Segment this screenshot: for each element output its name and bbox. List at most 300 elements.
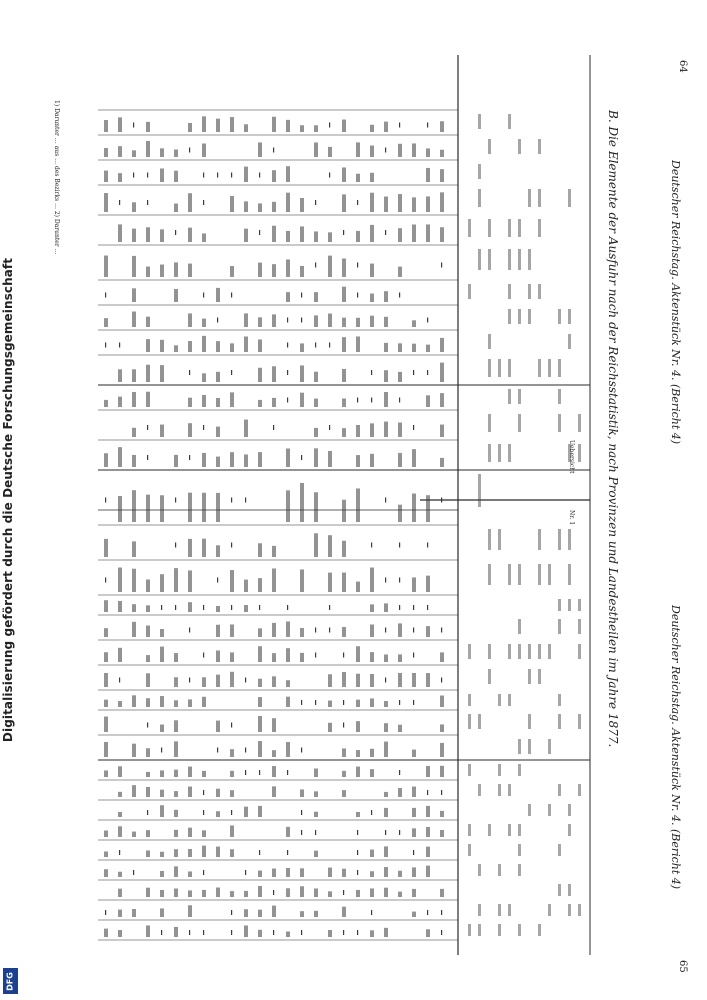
table-cell-dash [203, 200, 204, 205]
table-cell-figure [202, 116, 206, 132]
table-cell-figure [342, 318, 346, 327]
table-cell-figure [398, 453, 402, 467]
table-cell-dash [427, 790, 428, 795]
table-cell-figure [160, 574, 164, 592]
table-cell-figure [174, 171, 178, 182]
table-cell-figure [258, 368, 262, 382]
table-cell-figure [244, 167, 248, 182]
column-header-text [518, 564, 521, 585]
table-cell-figure [398, 343, 402, 352]
table-cell-figure [314, 372, 318, 382]
table-cell-figure [188, 890, 192, 897]
table-cell-dash [441, 263, 442, 268]
table-cell-dash [161, 930, 162, 935]
column-header-text [508, 359, 511, 377]
table-cell-figure [244, 605, 248, 612]
table-cell-figure [160, 871, 164, 877]
table-cell-figure [286, 120, 290, 132]
table-cell-figure [384, 603, 388, 612]
table-cell-figure [244, 201, 248, 212]
table-cell-figure [174, 455, 178, 467]
table-cell-figure [188, 905, 192, 917]
table-cell-figure [440, 169, 444, 182]
table-cell-dash [175, 543, 176, 548]
table-cell-dash [203, 653, 204, 658]
table-cell-figure [160, 168, 164, 182]
column-header-text [538, 189, 541, 207]
table-cell-figure [132, 312, 136, 327]
table-cell-figure [118, 889, 122, 897]
table-cell-figure [160, 340, 164, 352]
column-header-text [488, 444, 491, 462]
table-cell-figure [174, 653, 178, 662]
table-cell-figure [286, 259, 290, 277]
page-number-top: 64 [677, 60, 688, 73]
table-cell-dash [399, 578, 400, 583]
column-header-text [518, 844, 521, 856]
table-cell-figure [412, 320, 416, 327]
table-cell-dash [427, 910, 428, 915]
table-cell-figure [356, 336, 360, 352]
column-header-text [518, 389, 521, 404]
table-cell-figure [188, 123, 192, 132]
table-cell-figure [370, 769, 374, 777]
section-label-right: Nr. 1 [568, 510, 575, 526]
table-cell-figure [202, 319, 206, 327]
table-cell-figure [356, 455, 360, 467]
table-cell-dash [441, 930, 442, 935]
table-cell-dash [385, 678, 386, 683]
table-cell-figure [202, 493, 206, 522]
table-cell-figure [188, 228, 192, 242]
table-cell-figure [426, 673, 430, 687]
table-cell-figure [188, 423, 192, 437]
table-cell-figure [230, 652, 234, 662]
table-cell-dash [357, 870, 358, 875]
table-cell-figure [384, 742, 388, 757]
table-cell-dash [231, 173, 232, 178]
table-cell-dash [441, 790, 442, 795]
table-cell-figure [384, 655, 388, 662]
table-cell-figure [174, 927, 178, 937]
table-cell-figure [356, 767, 360, 777]
table-cell-dash [399, 543, 400, 548]
table-cell-figure [258, 263, 262, 277]
table-cell-figure [314, 911, 318, 917]
column-header-text [558, 844, 561, 856]
table-cell-dash [301, 748, 302, 753]
table-cell-figure [132, 604, 136, 612]
column-header-text [498, 764, 501, 776]
column-header-text [558, 529, 561, 550]
table-cell-figure [146, 227, 150, 242]
table-cell-figure [356, 142, 360, 157]
table-cell-figure [384, 197, 388, 212]
table-cell-dash [357, 293, 358, 298]
table-cell-figure [328, 930, 332, 937]
table-cell-dash [105, 343, 106, 348]
table-cell-figure [160, 425, 164, 437]
table-cell-figure [342, 627, 346, 637]
table-cell-figure [132, 832, 136, 837]
table-cell-figure [202, 677, 206, 687]
table-cell-dash [147, 723, 148, 728]
table-cell-dash [427, 605, 428, 610]
table-cell-figure [230, 790, 234, 797]
table-cell-figure [174, 677, 178, 687]
column-header-text [468, 924, 471, 936]
table-cell-dash [133, 123, 134, 128]
table-cell-dash [105, 910, 106, 915]
table-cell-figure [426, 395, 430, 407]
table-cell-figure [384, 888, 388, 897]
column-header-text [578, 599, 581, 611]
table-cell-figure [174, 770, 178, 777]
column-header-text [548, 739, 551, 754]
column-header-text [498, 444, 501, 462]
table-cell-figure [188, 849, 192, 857]
table-cell-figure [314, 851, 318, 857]
table-cell-dash [329, 425, 330, 430]
table-cell-figure [356, 582, 360, 592]
table-cell-figure [174, 345, 178, 352]
table-cell-figure [342, 869, 346, 877]
table-cell-dash [343, 653, 344, 658]
table-cell-figure [258, 339, 262, 352]
table-cell-figure [104, 831, 108, 837]
table-cell-figure [230, 343, 234, 352]
table-cell-dash [287, 318, 288, 323]
column-header-text [498, 784, 501, 796]
table-cell-dash [245, 498, 246, 503]
table-cell-figure [244, 909, 248, 917]
table-cell-dash [231, 723, 232, 728]
table-cell-figure [272, 568, 276, 592]
table-cell-figure [370, 625, 374, 637]
table-cell-figure [412, 143, 416, 157]
table-cell-figure [146, 626, 150, 637]
table-cell-figure [314, 492, 318, 522]
table-cell-dash [329, 628, 330, 633]
table-cell-figure [356, 700, 360, 707]
table-cell-figure [300, 125, 304, 132]
table-cell-figure [286, 868, 290, 877]
table-cell-figure [216, 398, 220, 407]
table-cell-figure [258, 910, 262, 917]
table-cell-figure [216, 372, 220, 382]
table-cell-figure [258, 886, 262, 897]
table-cell-figure [356, 646, 360, 662]
column-header-text [498, 864, 501, 876]
table-cell-dash [385, 578, 386, 583]
table-cell-figure [398, 871, 402, 877]
table-cell-dash [357, 398, 358, 403]
table-cell-figure [272, 653, 276, 662]
table-cell-dash [287, 370, 288, 375]
table-cell-figure [174, 810, 178, 817]
table-cell-figure [286, 888, 290, 897]
column-header-text [508, 389, 511, 404]
table-cell-dash [413, 370, 414, 375]
table-cell-figure [174, 149, 178, 157]
table-cell-dash [427, 543, 428, 548]
column-header-text [468, 644, 471, 659]
table-cell-figure [426, 827, 430, 837]
table-cell-dash [259, 850, 260, 855]
table-cell-dash [189, 930, 190, 935]
column-header-text [518, 764, 521, 776]
table-cell-dash [441, 628, 442, 633]
table-cell-figure [328, 723, 332, 732]
column-header-text [508, 284, 511, 299]
column-header-text [498, 359, 501, 377]
table-cell-figure [104, 770, 108, 777]
table-cell-figure [342, 287, 346, 302]
table-cell-figure [398, 423, 402, 437]
table-cell-figure [342, 259, 346, 277]
column-header-text [478, 864, 481, 876]
table-cell-dash [315, 628, 316, 633]
table-cell-figure [132, 392, 136, 407]
table-cell-figure [314, 533, 318, 557]
table-cell-dash [301, 293, 302, 298]
table-cell-figure [160, 725, 164, 732]
table-cell-figure [202, 846, 206, 857]
table-cell-dash [245, 870, 246, 875]
table-cell-dash [413, 653, 414, 658]
table-cell-figure [384, 122, 388, 132]
table-cell-figure [384, 792, 388, 797]
table-cell-figure [398, 725, 402, 732]
table-cell-figure [440, 393, 444, 407]
table-cell-figure [258, 400, 262, 407]
table-cell-figure [370, 850, 374, 857]
dfg-logo-label: DFG [5, 972, 15, 991]
table-cell-figure [104, 869, 108, 877]
table-cell-figure [202, 453, 206, 467]
table-cell-figure [244, 313, 248, 327]
table-cell-figure [384, 343, 388, 352]
table-cell-dash [427, 318, 428, 323]
table-cell-figure [370, 871, 374, 877]
column-header-text [558, 619, 561, 634]
table-cell-figure [174, 700, 178, 707]
table-cell-figure [132, 909, 136, 917]
table-cell-dash [217, 173, 218, 178]
table-cell-dash [203, 605, 204, 610]
table-cell-dash [399, 700, 400, 705]
table-cell-figure [300, 343, 304, 352]
table-cell-dash [343, 230, 344, 235]
table-cell-figure [412, 449, 416, 467]
table-cell-dash [231, 543, 232, 548]
table-cell-figure [426, 345, 430, 352]
table-cell-figure [202, 233, 206, 242]
table-cell-figure [398, 654, 402, 662]
table-cell-dash [119, 678, 120, 683]
column-header-text [568, 824, 571, 836]
table-cell-figure [132, 256, 136, 277]
table-cell-dash [259, 605, 260, 610]
table-cell-figure [412, 750, 416, 757]
table-cell-figure [188, 493, 192, 522]
table-cell-dash [189, 370, 190, 375]
table-cell-dash [329, 343, 330, 348]
table-cell-figure [118, 826, 122, 837]
table-cell-figure [174, 568, 178, 592]
table-cell-figure [244, 337, 248, 352]
table-cell-dash [287, 398, 288, 403]
table-cell-figure [104, 700, 108, 707]
table-cell-figure [314, 292, 318, 302]
column-header-text [518, 619, 521, 634]
table-cell-dash [357, 850, 358, 855]
table-cell-figure [174, 866, 178, 877]
table-cell-dash [175, 498, 176, 503]
table-cell-figure [412, 828, 416, 837]
table-cell-figure [328, 535, 332, 557]
table-cell-figure [272, 546, 276, 557]
table-cell-figure [132, 695, 136, 707]
table-cell-figure [300, 483, 304, 522]
column-header-text [578, 619, 581, 634]
table-cell-dash [413, 628, 414, 633]
table-cell-figure [160, 890, 164, 897]
table-cell-figure [160, 229, 164, 242]
table-cell-figure [398, 505, 402, 522]
table-cell-figure [132, 455, 136, 467]
table-cell-figure [426, 626, 430, 637]
table-cell-figure [314, 888, 318, 897]
table-cell-figure [300, 789, 304, 797]
table-cell-figure [300, 198, 304, 212]
table-cell-figure [426, 196, 430, 212]
table-cell-figure [146, 339, 150, 352]
table-cell-figure [440, 811, 444, 817]
table-cell-figure [272, 226, 276, 242]
table-cell-figure [328, 232, 332, 242]
column-header-text [578, 784, 581, 796]
table-cell-figure [202, 830, 206, 837]
table-cell-figure [160, 696, 164, 707]
table-cell-figure [370, 888, 374, 897]
table-cell-figure [370, 225, 374, 242]
table-cell-figure [342, 167, 346, 182]
table-cell-figure [132, 622, 136, 637]
table-cell-figure [104, 742, 108, 757]
table-cell-figure [272, 170, 276, 182]
table-cell-figure [216, 847, 220, 857]
table-cell-figure [104, 400, 108, 407]
table-cell-figure [272, 202, 276, 212]
table-cell-figure [244, 925, 248, 937]
column-header-text [488, 334, 491, 349]
column-header-text [468, 714, 471, 729]
table-cell-dash [371, 398, 372, 403]
table-cell-dash [203, 870, 204, 875]
table-cell-figure [188, 313, 192, 327]
table-cell-figure [104, 600, 108, 612]
table-cell-figure [132, 490, 136, 522]
column-header-text [488, 359, 491, 377]
table-cell-figure [216, 119, 220, 132]
table-cell-figure [286, 742, 290, 757]
column-header-text [518, 864, 521, 876]
table-cell-figure [384, 422, 388, 437]
table-cell-figure [230, 570, 234, 592]
column-header-text [548, 904, 551, 916]
table-cell-dash [203, 425, 204, 430]
table-cell-figure [104, 652, 108, 662]
table-cell-dash [371, 543, 372, 548]
table-title: B. Die Elemente der Ausfuhr nach der Reichsstatistik, nach Provinzen und Landestheilen im Jahre 1877. [606, 110, 620, 748]
table-cell-figure [258, 317, 262, 327]
table-cell-figure [314, 399, 318, 407]
table-cell-figure [342, 790, 346, 797]
table-cell-figure [440, 338, 444, 352]
table-cell-dash [245, 770, 246, 775]
table-cell-figure [160, 770, 164, 777]
table-cell-figure [216, 625, 220, 637]
column-header-text [558, 389, 561, 404]
table-cell-figure [440, 652, 444, 662]
table-cell-figure [258, 142, 262, 157]
table-cell-figure [230, 749, 234, 757]
table-cell-figure [440, 889, 444, 897]
column-header-text [558, 784, 561, 796]
table-cell-figure [412, 344, 416, 352]
table-cell-figure [146, 141, 150, 157]
table-cell-dash [161, 748, 162, 753]
table-cell-figure [286, 490, 290, 522]
table-cell-dash [385, 230, 386, 235]
column-header-text [468, 824, 471, 836]
column-header-text [508, 784, 511, 796]
table-cell-figure [384, 808, 388, 817]
column-header-text [558, 359, 561, 377]
column-header-text [488, 139, 491, 154]
table-cell-figure [356, 488, 360, 522]
table-cell-figure [188, 341, 192, 352]
column-header-text [538, 924, 541, 936]
table-cell-dash [119, 200, 120, 205]
table-cell-figure [244, 420, 248, 437]
column-header-text [568, 564, 571, 585]
table-cell-figure [370, 294, 374, 302]
column-header-text [518, 739, 521, 754]
table-cell-figure [356, 674, 360, 687]
column-header-text [568, 529, 571, 550]
table-cell-dash [217, 578, 218, 583]
table-cell-dash [245, 748, 246, 753]
table-cell-figure [188, 767, 192, 777]
table-cell-figure [230, 849, 234, 857]
table-cell-figure [216, 288, 220, 302]
column-header-text [558, 599, 561, 611]
table-cell-figure [342, 573, 346, 592]
table-cell-figure [160, 908, 164, 917]
table-cell-figure [342, 194, 346, 212]
column-header-text [488, 644, 491, 659]
table-cell-figure [174, 741, 178, 757]
table-cell-figure [426, 495, 430, 522]
table-cell-dash [119, 343, 120, 348]
table-cell-figure [174, 262, 178, 277]
table-cell-figure [216, 341, 220, 352]
table-cell-figure [440, 458, 444, 467]
table-cell-figure [118, 224, 122, 242]
column-header-text [508, 824, 511, 836]
